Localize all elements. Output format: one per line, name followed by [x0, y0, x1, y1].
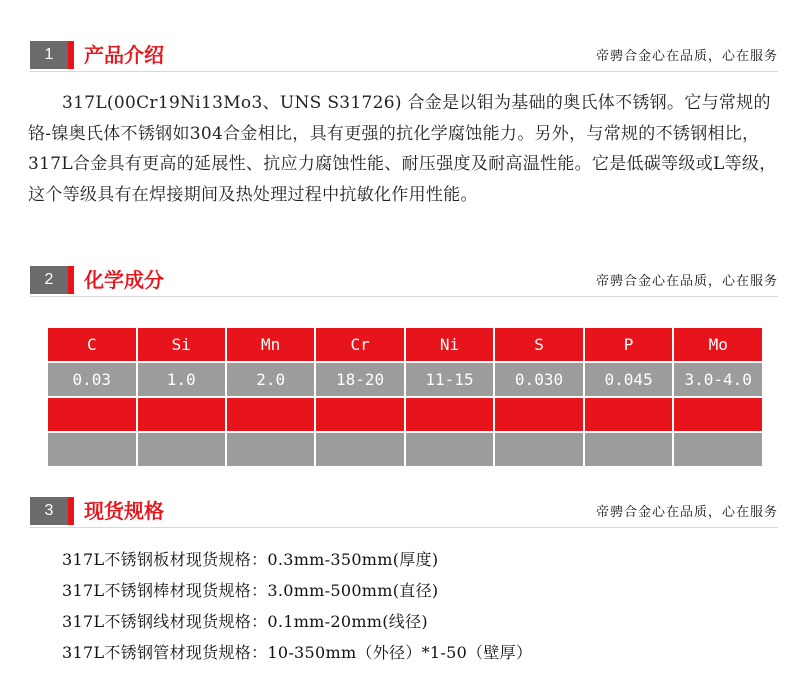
table-header-cell: Ni	[406, 328, 493, 361]
spec-item: 317L不锈钢管材现货规格：10-350mm（外径）*1-50（壁厚）	[62, 643, 533, 662]
section-title: 现货规格	[84, 499, 164, 523]
table-row-empty	[48, 433, 762, 466]
table-row-empty	[48, 398, 762, 431]
table-cell	[406, 433, 493, 466]
table-cell: 0.03	[48, 363, 136, 396]
table-header-cell: Mo	[674, 328, 762, 361]
table-header-cell: S	[495, 328, 583, 361]
table-cell	[48, 398, 136, 431]
table-cell	[227, 433, 314, 466]
section-accent-bar	[68, 497, 74, 525]
table-cell: 11-15	[406, 363, 493, 396]
table-cell	[674, 433, 762, 466]
spec-list	[62, 544, 532, 668]
spec-item: 317L不锈钢棒材现货规格：3.0mm-500mm(直径)	[62, 581, 439, 600]
table-row	[48, 363, 762, 396]
table-cell	[227, 398, 314, 431]
table-cell: 0.045	[585, 363, 673, 396]
table-cell	[316, 398, 403, 431]
table-cell	[495, 398, 583, 431]
table-cell	[48, 433, 136, 466]
table-cell	[585, 433, 673, 466]
section-divider	[30, 527, 778, 528]
slogan: 帝骋合金心在品质，心在服务	[595, 274, 778, 289]
table-cell: 18-20	[316, 363, 403, 396]
table-cell	[585, 398, 673, 431]
composition-table	[46, 326, 764, 468]
table-header-cell: Mn	[227, 328, 314, 361]
table-header-cell: P	[585, 328, 673, 361]
table-cell	[138, 433, 225, 466]
section-number: 2	[30, 266, 68, 294]
table-header-row	[48, 328, 762, 361]
table-cell	[674, 398, 762, 431]
slogan: 帝骋合金心在品质，心在服务	[595, 49, 778, 64]
table-cell: 3.0-4.0	[674, 363, 762, 396]
section-header-composition	[30, 266, 778, 298]
section-title: 产品介绍	[84, 43, 164, 67]
spec-item: 317L不锈钢线材现货规格：0.1mm-20mm(线径)	[62, 612, 428, 631]
table-cell	[406, 398, 493, 431]
table-cell	[138, 398, 225, 431]
table-cell: 1.0	[138, 363, 225, 396]
section-header-specs	[30, 497, 778, 529]
section-accent-bar	[68, 266, 74, 294]
table-header-cell: C	[48, 328, 136, 361]
section-title: 化学成分	[84, 268, 164, 292]
table-cell: 0.030	[495, 363, 583, 396]
table-cell: 2.0	[227, 363, 314, 396]
table-cell	[495, 433, 583, 466]
section-accent-bar	[68, 41, 74, 69]
table-header-cell: Si	[138, 328, 225, 361]
table-header-cell: Cr	[316, 328, 403, 361]
table-cell	[316, 433, 403, 466]
section-divider	[30, 71, 778, 72]
section-number: 1	[30, 41, 68, 69]
section-number: 3	[30, 497, 68, 525]
intro-paragraph: 317L(00Cr19Ni13Mo3、UNS S31726) 合金是以钼为基础的奥氏体不锈钢。它与常规的铬-镍奥氏体不锈钢如304合金相比，具有更强的抗化学腐蚀能力。另外，与常规的不锈钢相比，317L合金具有更高的延展性、抗应力腐蚀性能、耐压强度及耐高温性能。它是低碳等级或L等级，这个等级具有在焊接期间及热处理过程中抗敏化作用性能。	[28, 93, 777, 205]
spec-item: 317L不锈钢板材现货规格：0.3mm-350mm(厚度)	[62, 550, 439, 569]
section-header-intro	[30, 41, 778, 73]
slogan: 帝骋合金心在品质，心在服务	[595, 505, 778, 520]
section-divider	[30, 296, 778, 297]
